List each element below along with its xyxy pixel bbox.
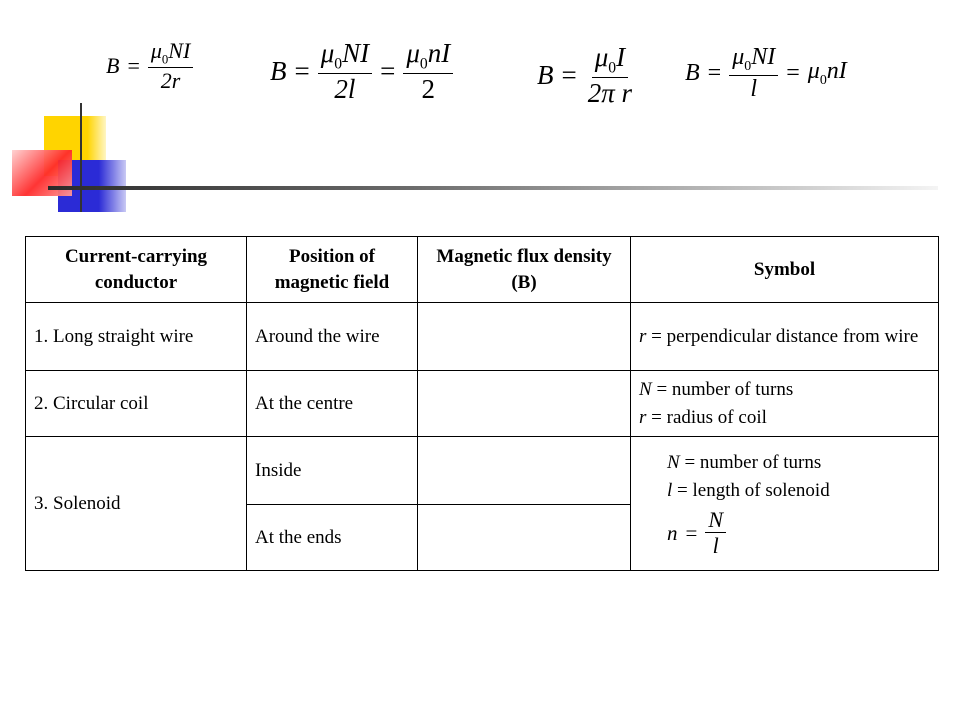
formula-numerator: $\mu_0NI$ (148, 38, 193, 68)
cell-symbol: r = perpendicular distance from wire (631, 303, 939, 371)
cell-conductor: 3. Solenoid (26, 437, 247, 571)
formula-numerator: $\mu_0NI$ (729, 44, 778, 76)
formula-fraction (585, 42, 635, 109)
cell-flux (418, 505, 631, 571)
title-divider-line (48, 186, 938, 190)
formula-equals: = (380, 56, 396, 87)
formula-equals: = (294, 56, 310, 87)
formula-fraction (729, 44, 778, 103)
formula-denominator: 2l (334, 74, 356, 105)
cell-position: At the centre (247, 371, 418, 437)
table-row (26, 303, 939, 371)
formula-lhs: B (685, 60, 700, 87)
formula-fraction (148, 38, 193, 93)
cell-flux (418, 303, 631, 371)
formula-equals: = (127, 52, 140, 78)
formula-fraction-2 (403, 38, 453, 105)
decorative-vertical-line (80, 103, 82, 212)
cell-conductor: 2. Circular coil (26, 371, 247, 437)
formula-denominator: 2 (421, 74, 436, 105)
cell-position: At the ends (247, 505, 418, 571)
cell-flux (418, 371, 631, 437)
formula-conductor-3 (537, 42, 635, 109)
formula-solenoid (685, 44, 847, 103)
formula-lhs: B (270, 56, 287, 87)
formula-numerator: $\mu_0nI$ (403, 38, 453, 74)
formula-equals: = (786, 60, 800, 87)
formula-denominator: l (750, 75, 758, 102)
formula-fraction (318, 38, 372, 105)
header-symbol: Symbol (631, 237, 939, 303)
header-conductor: Current-carrying conductor (26, 237, 247, 303)
formula-circular-coil (270, 38, 453, 105)
formula-numerator: $\mu_0I$ (592, 42, 628, 78)
formula-denominator: 2π r (587, 78, 633, 109)
table-header-row (26, 237, 939, 303)
formula-lhs: B (106, 52, 120, 78)
n-formula: n = $\frac{N}{l}$ (667, 507, 726, 559)
formula-straight-wire (106, 38, 193, 93)
cell-symbol: N = number of turns l = length of solenoid n = $\frac{N}{l}$ (631, 437, 939, 571)
header-flux-density: Magnetic flux density (B) (418, 237, 631, 303)
formula-equals: = (707, 60, 722, 87)
formula-lhs: B (537, 60, 554, 91)
formula-numerator: $\mu_0NI$ (318, 38, 372, 74)
formula-equals: = (561, 60, 577, 91)
cell-position: Around the wire (247, 303, 418, 371)
cell-position: Inside (247, 437, 418, 505)
header-position: Position of magnetic field (247, 237, 418, 303)
cell-symbol: N = number of turns r = radius of coil (631, 371, 939, 437)
cell-conductor: 1. Long straight wire (26, 303, 247, 371)
formula-denominator: 2r (160, 68, 181, 94)
cell-flux (418, 437, 631, 505)
table-row (26, 437, 939, 505)
table-row (26, 371, 939, 437)
formula-rhs: $\mu_0nI$ (807, 58, 847, 89)
magnetic-field-table (25, 236, 939, 571)
